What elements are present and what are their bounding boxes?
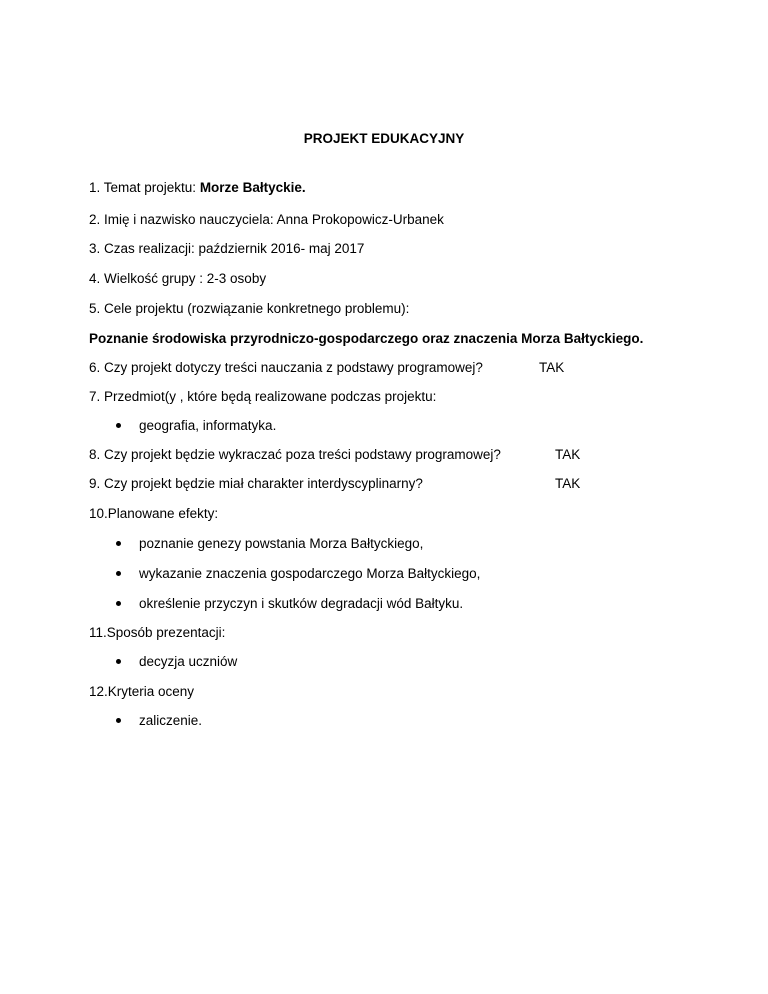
q8-line: 8. Czy projekt będzie wykraczać poza treści podstawy programowej? bbox=[89, 447, 501, 462]
bullet-icon bbox=[116, 718, 121, 723]
document-title: PROJEKT EDUKACYJNY bbox=[303, 131, 465, 146]
q6-answer: TAK bbox=[539, 360, 565, 375]
q10-bullet-item: wykazanie znaczenia gospodarczego Morza Bałtyckiego, bbox=[139, 566, 481, 581]
q6-line: 6. Czy projekt dotyczy treści nauczania z podstawy programowej? bbox=[89, 360, 483, 375]
bullet-icon bbox=[116, 571, 121, 576]
q11-line: 11.Sposób prezentacji: bbox=[89, 625, 226, 640]
q10-bullet-item: poznanie genezy powstania Morza Bałtyckiego, bbox=[139, 536, 424, 551]
topic-label: 1. Temat projektu: bbox=[89, 180, 200, 195]
q7-line: 7. Przedmiot(y , które będą realizowane podczas projektu: bbox=[89, 389, 437, 404]
teacher-line: 2. Imię i nazwisko nauczyciela: Anna Prokopowicz-Urbanek bbox=[89, 212, 444, 227]
q9-line: 9. Czy projekt będzie miał charakter interdyscyplinarny? bbox=[89, 476, 423, 491]
q12-line: 12.Kryteria oceny bbox=[89, 684, 195, 699]
topic-line bbox=[89, 180, 306, 196]
q9-answer: TAK bbox=[555, 476, 581, 491]
goals-line: 5. Cele projektu (rozwiązanie konkretnego problemu): bbox=[89, 301, 410, 316]
bullet-icon bbox=[116, 423, 121, 428]
q11-bullet-item: decyzja uczniów bbox=[139, 654, 238, 669]
q10-line: 10.Planowane efekty: bbox=[89, 506, 219, 521]
q10-bullet-item: określenie przyczyn i skutków degradacji wód Bałtyku. bbox=[139, 596, 464, 611]
bullet-icon bbox=[116, 659, 121, 664]
goals-value: Poznanie środowiska przyrodniczo-gospodarczego oraz znaczenia Morza Bałtyckiego. bbox=[89, 331, 644, 346]
group-line: 4. Wielkość grupy : 2-3 osoby bbox=[89, 271, 267, 286]
topic-value: Morze Bałtyckie. bbox=[199, 180, 306, 195]
time-line: 3. Czas realizacji: październik 2016- maj 2017 bbox=[89, 241, 365, 256]
bullet-icon bbox=[116, 601, 121, 606]
q12-bullet-item: zaliczenie. bbox=[139, 713, 203, 728]
q8-answer: TAK bbox=[555, 447, 581, 462]
q7-bullet-item: geografia, informatyka. bbox=[139, 418, 277, 433]
bullet-icon bbox=[116, 541, 121, 546]
